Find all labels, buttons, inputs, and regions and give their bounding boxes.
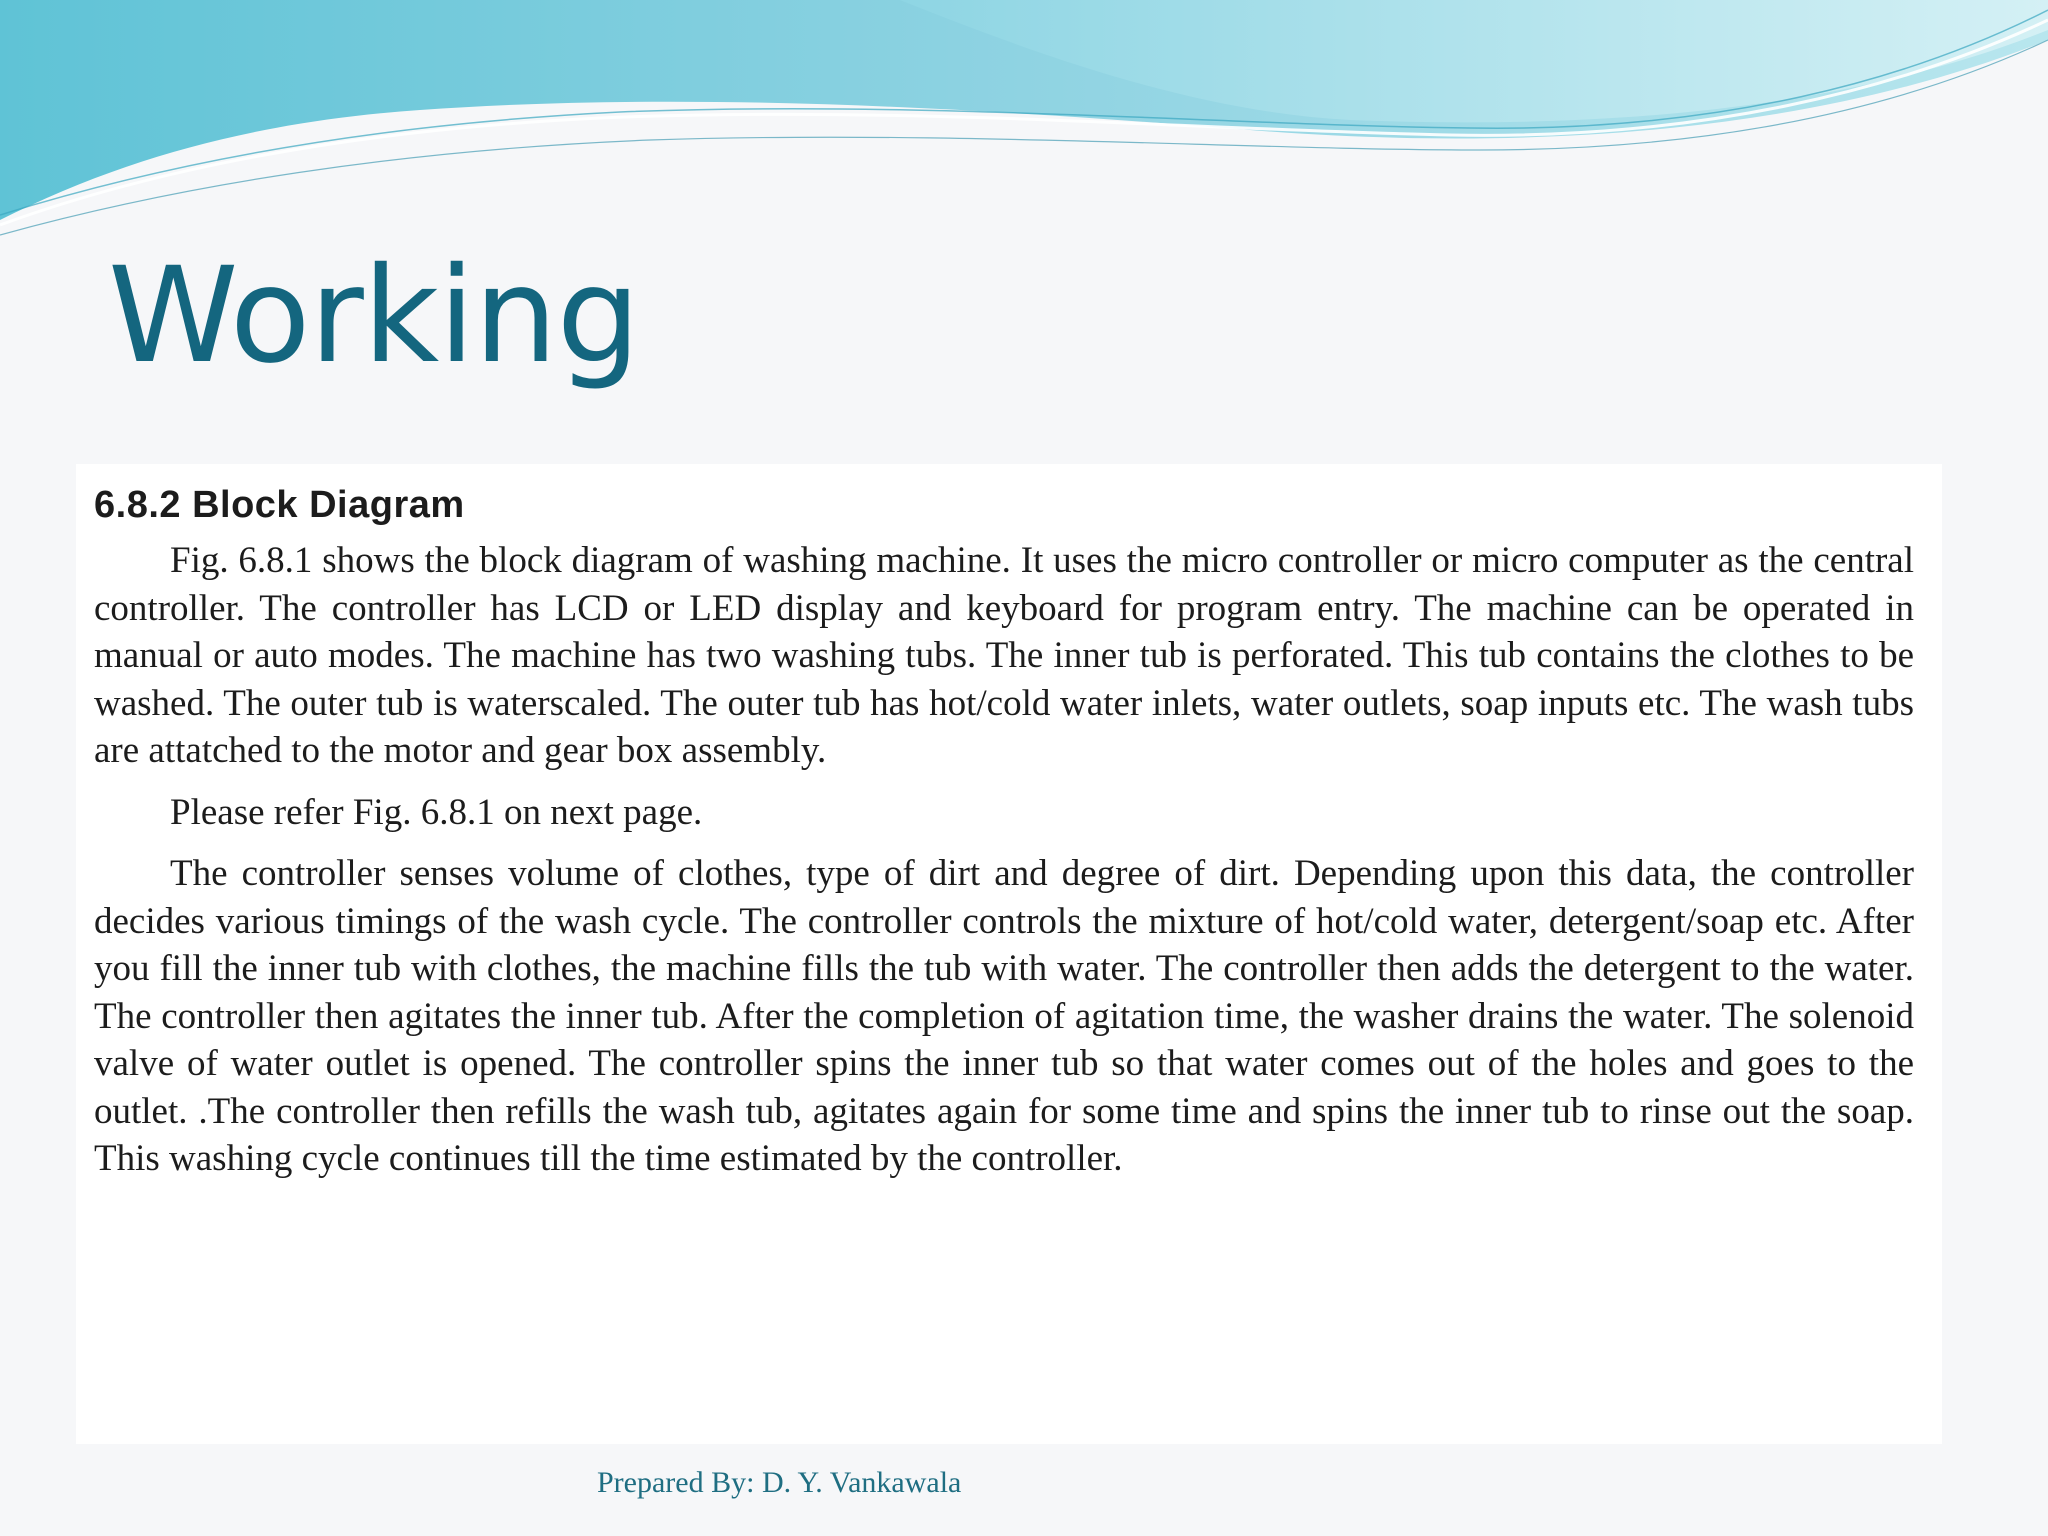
header-wave-decoration: [0, 0, 2048, 260]
slide-title: Working: [108, 239, 640, 393]
paragraph-3: The controller senses volume of clothes, type of dirt and degree of dirt. Depending upon this data, the controller decides various timings of the wash cycle. The controller controls the mixture of hot/cold water, detergent/soap etc. After you fill the inner tub with clothes, the machine fills the tub with water. The controller then adds the detergent to the water. The controller then agitates the inner tub. After the completion of agitation time, the washer drains the water. The solenoid valve of water outlet is opened. The controller spins the inner tub so that water comes out of the holes and goes to the outlet. .The controller then refills the wash tub, agitates again for some time and spins the inner tub to rinse out the soap. This washing cycle continues till the time estimated by the controller.: [94, 853, 1914, 1179]
section-heading: 6.8.2 Block Diagram: [94, 484, 465, 526]
document-excerpt: [76, 464, 1942, 1444]
paragraph-1: Fig. 6.8.1 shows the block diagram of washing machine. It uses the micro controller or micro computer as the central controller. The controller has LCD or LED display and keyboard for program entry. The machine can be operated in manual or auto modes. The machine has two washing tubs. The inner tub is perforated. This tub contains the clothes to be washed. The outer tub is waterscaled. The outer tub has hot/cold water inlets, water outlets, soap inputs etc. The wash tubs are attatched to the motor and gear box assembly.: [94, 540, 1914, 771]
footer-credit: Prepared By: D. Y. Vankawala: [597, 1466, 962, 1499]
paragraph-2: Please refer Fig. 6.8.1 on next page.: [170, 791, 703, 833]
